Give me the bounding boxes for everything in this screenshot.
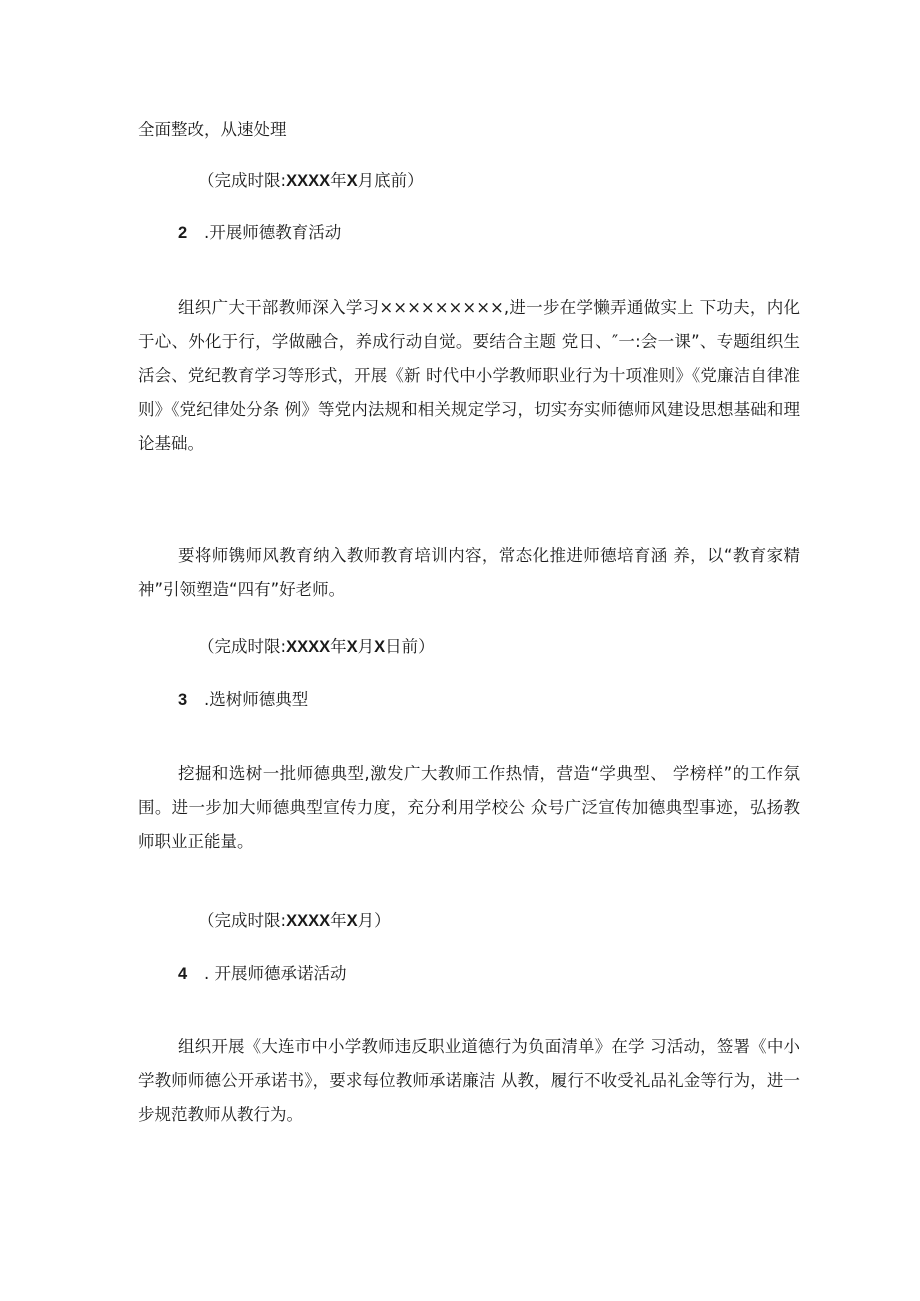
deadline-3-year: XXXX: [286, 912, 331, 930]
intro-tail-text: 全面整改，从速处理: [138, 120, 287, 139]
deadline-2-open: （完成时限:: [198, 637, 287, 656]
section-2-number: 2: [178, 224, 188, 242]
section-3-title: .选树师德典型: [204, 690, 309, 709]
section-4-number: 4: [178, 965, 188, 983]
deadline-2: [198, 637, 435, 657]
deadline-2-month-unit: 月: [357, 637, 375, 656]
section-3-number: 3: [178, 691, 188, 709]
deadline-2-month: X: [346, 638, 358, 656]
deadline-2-year: XXXX: [286, 638, 331, 656]
deadline-2-day: X: [374, 638, 386, 656]
deadline-3-year-unit: 年: [330, 911, 347, 930]
deadline-3-month: X: [346, 912, 358, 930]
deadline-1-year: XXXX: [286, 172, 331, 190]
section-2-heading: [178, 223, 341, 243]
section-2-title: .开展师德教育活动: [204, 223, 342, 242]
deadline-1-month: X: [346, 172, 358, 190]
deadline-3-open: （完成时限:: [198, 911, 287, 930]
section-4-heading: [178, 964, 347, 984]
deadline-1-open: （完成时限:: [198, 171, 287, 190]
section-2-paragraph-2: 要将师镌师风教育纳入教师教育培训内容，常态化推进师德培育涵 养，以“教育家精神”引领塑造“四有”好老师。: [138, 546, 800, 599]
deadline-1-rest: 月底前）: [357, 171, 424, 190]
deadline-2-rest: 日前）: [385, 637, 435, 656]
section-4-title: . 开展师德承诺活动: [204, 964, 347, 983]
section-3-heading: [178, 690, 308, 710]
section-2-paragraph-1: 组织广大干部教师深入学习×××××××××,进一步在学懒弄通做实上 下功夫，内化于心、外化于行，学做融合，养成行动自觉。要结合主题 党日、″一:会一课”、专题组织生活会、党纪教育学习等形式，开展《新 时代中小学教师职业行为十项准则》《党廉洁自律准则》《党纪律处分条 例》等党内法规和相关规定学习，切实夯实师德师风建设思想基础和理 论基础。: [138, 298, 800, 453]
deadline-3-rest: 月）: [357, 911, 391, 930]
deadline-2-year-unit: 年: [330, 637, 347, 656]
deadline-1-year-unit: 年: [330, 171, 347, 190]
section-4-paragraph-1: 组织开展《大连市中小学教师违反职业道德行为负面清单》在学 习活动，签署《中小学教师师德公开承诺书》，要求每位教师承诺廉洁 从教，履行不收受礼品礼金等行为，进一步规范教师从教行为。: [138, 1037, 800, 1124]
deadline-1: [198, 171, 424, 191]
deadline-3: [198, 911, 391, 931]
section-3-paragraph-1: 挖掘和选树一批师德典型,激发广大教师工作热情，营造“学典型、 学榜样”的工作氛围。进一步加大师德典型宣传力度，充分利用学校公 众号广泛宣传加德典型事迹，弘扬教师职业正能量。: [138, 764, 800, 851]
